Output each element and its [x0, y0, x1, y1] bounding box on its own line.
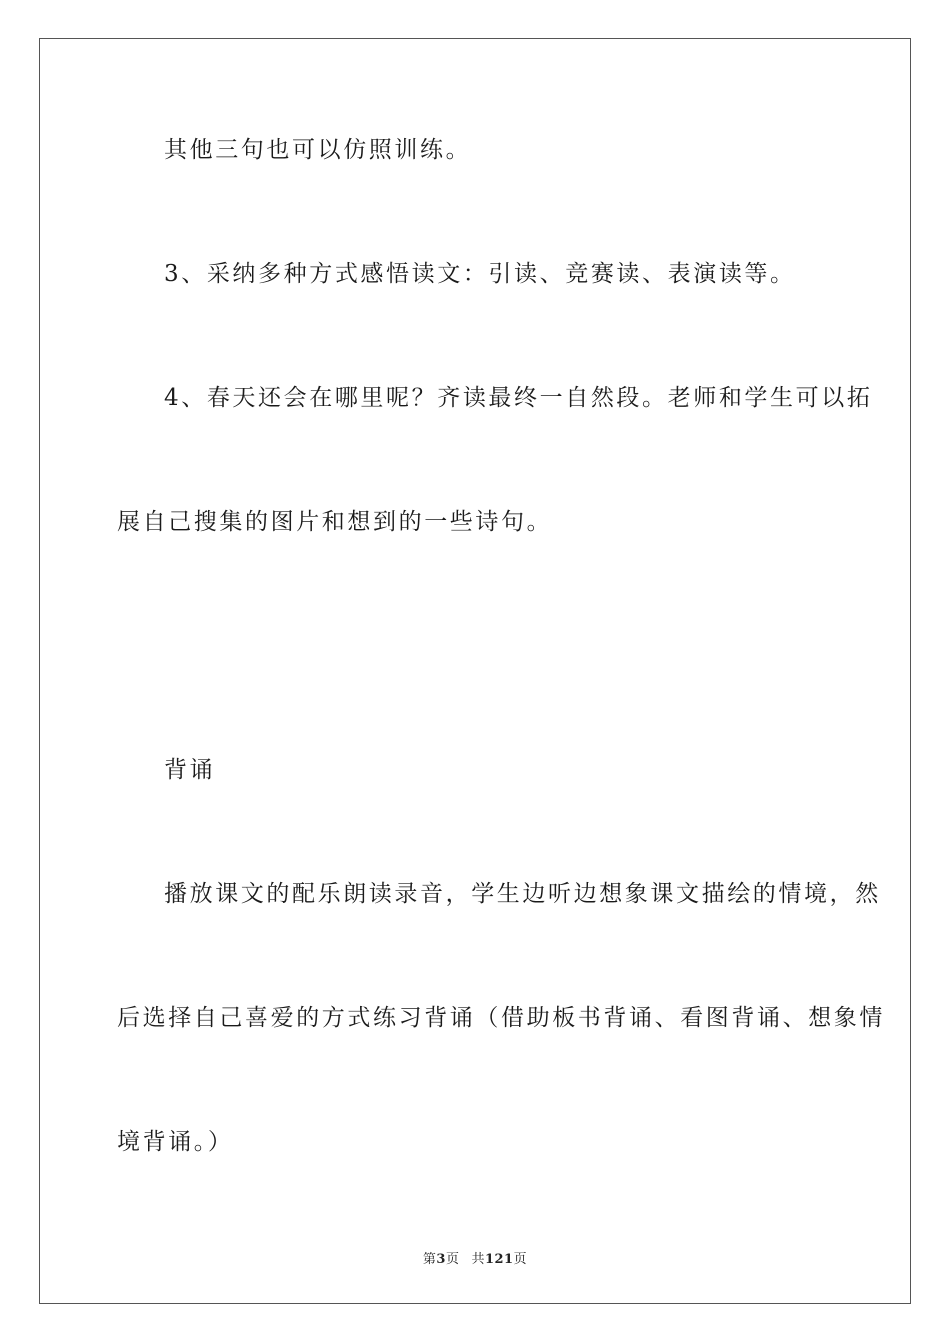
- footer-page-prefix: 第: [422, 1252, 437, 1267]
- paragraph-line: 境背诵。）: [117, 1129, 234, 1155]
- paragraph-line: 后选择自己喜爱的方式练习背诵（借助板书背诵、看图背诵、想象情: [117, 1005, 885, 1031]
- footer-total-pages: 121: [484, 1252, 514, 1267]
- footer-page-number: 3: [436, 1252, 446, 1267]
- footer-total-prefix: 共: [471, 1252, 485, 1267]
- paragraph-line: 4、春天还会在哪里呢？齐读最终一自然段。老师和学生可以拓: [164, 385, 873, 411]
- paragraph-line: 播放课文的配乐朗读录音，学生边听边想象课文描绘的情境，然: [164, 881, 881, 907]
- page-footer: [0, 1248, 950, 1267]
- paragraph-line: 其他三句也可以仿照训练。: [164, 137, 472, 163]
- paragraph-line: 3、采纳多种方式感悟读文：引读、竞赛读、表演读等。: [164, 261, 796, 287]
- section-heading: 背诵: [164, 757, 216, 783]
- page-border: [39, 38, 911, 1304]
- footer-page-suffix: 页: [445, 1252, 460, 1267]
- paragraph-line: 展自己搜集的图片和想到的一些诗句。: [117, 509, 553, 535]
- footer-total-suffix: 页: [513, 1252, 528, 1267]
